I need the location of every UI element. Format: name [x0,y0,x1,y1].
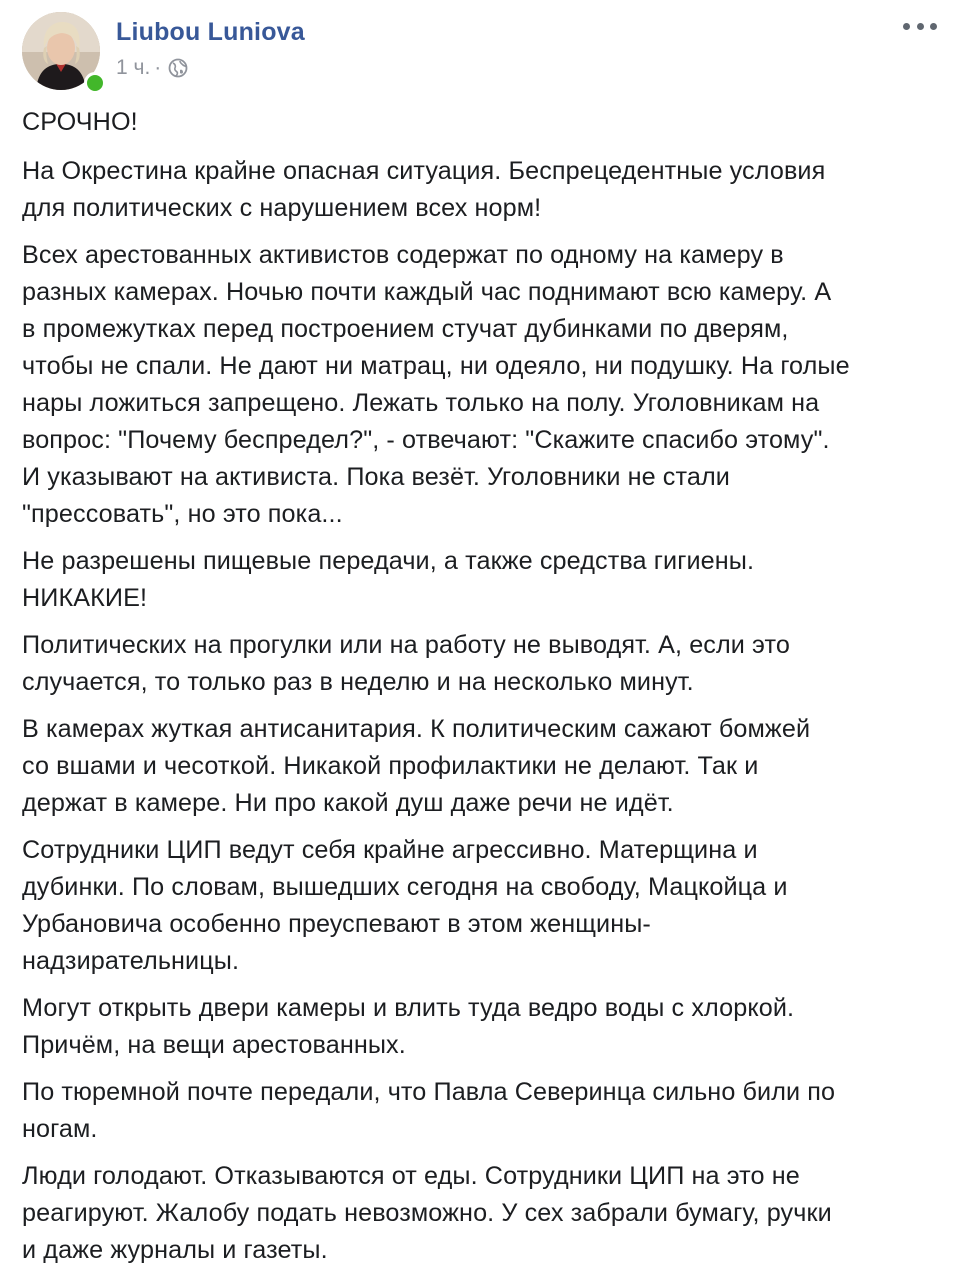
meta-separator: · [154,56,162,79]
post-header [22,12,937,88]
avatar-container[interactable] [22,12,102,92]
post-paragraph: Люди голодают. Отказываются от еды. Сотрудники ЦИП на это не реагируют. Жалобу подать невозможно. У сех забрали бумагу, ручки и даже журналы и газеты. [22,1162,832,1264]
online-status-indicator [84,72,106,94]
post-paragraph: Всех арестованных активистов содержат по одному на камеру в разных камерах. Ночью почти каждый час поднимают всю камеру. А в промежутках перед построением стучат дубинками по дверям, чтобы не спали. Не дают ни матрац, ни одеяло, ни подушку. На голые нары ложиться запрещено. Лежать только на полу. Уголовникам на вопрос: "Почему беспредел?", - отвечают: "Скажите спасибо этому". И указывают на активиста. Пока везёт. Уголовники не стали "прессовать", но это пока... [22,241,850,528]
post-paragraph: СРОЧНО! [22,108,138,136]
more-horizontal-icon[interactable] [903,16,937,36]
post-paragraph: Политических на прогулки или на работу не выводят. А, если это случается, то только раз в неделю и на несколько минут. [22,631,790,696]
post-paragraph: Сотрудники ЦИП ведут себя крайне агрессивно. Матерщина и дубинки. По словам, вышедших сегодня на свободу, Мацкойца и Урбановича особенно преуспевают в этом женщины- надзирательницы. [22,836,788,975]
post-paragraph: Могут открыть двери камеры и влить туда ведро воды с хлоркой. Причём, на вещи арестованных. [22,994,795,1059]
post-paragraph: Не разрешены пищевые передачи, а также средства гигиены. НИКАКИЕ! [22,547,755,612]
dot-icon [930,23,937,30]
post-paragraph: В камерах жуткая антисанитария. К политическим сажают бомжей со вшами и чесоткой. Никакой профилактики не делают. Так и держат в камере. Ни про какой душ даже речи не идёт. [22,715,811,817]
globe-icon[interactable] [167,57,189,79]
post-paragraph: По тюремной почте передали, что Павла Северинца сильно били по ногам. [22,1078,836,1143]
dot-icon [903,23,910,30]
post-paragraph: На Окрестина крайне опасная ситуация. Беспрецедентные условия для политических с нарушением всех норм! [22,157,826,222]
post-text [22,104,947,1279]
post-timestamp[interactable]: 1 ч. [116,56,151,79]
author-name[interactable]: Liubou Luniova [116,18,305,46]
dot-icon [917,23,924,30]
post-meta [116,56,189,80]
